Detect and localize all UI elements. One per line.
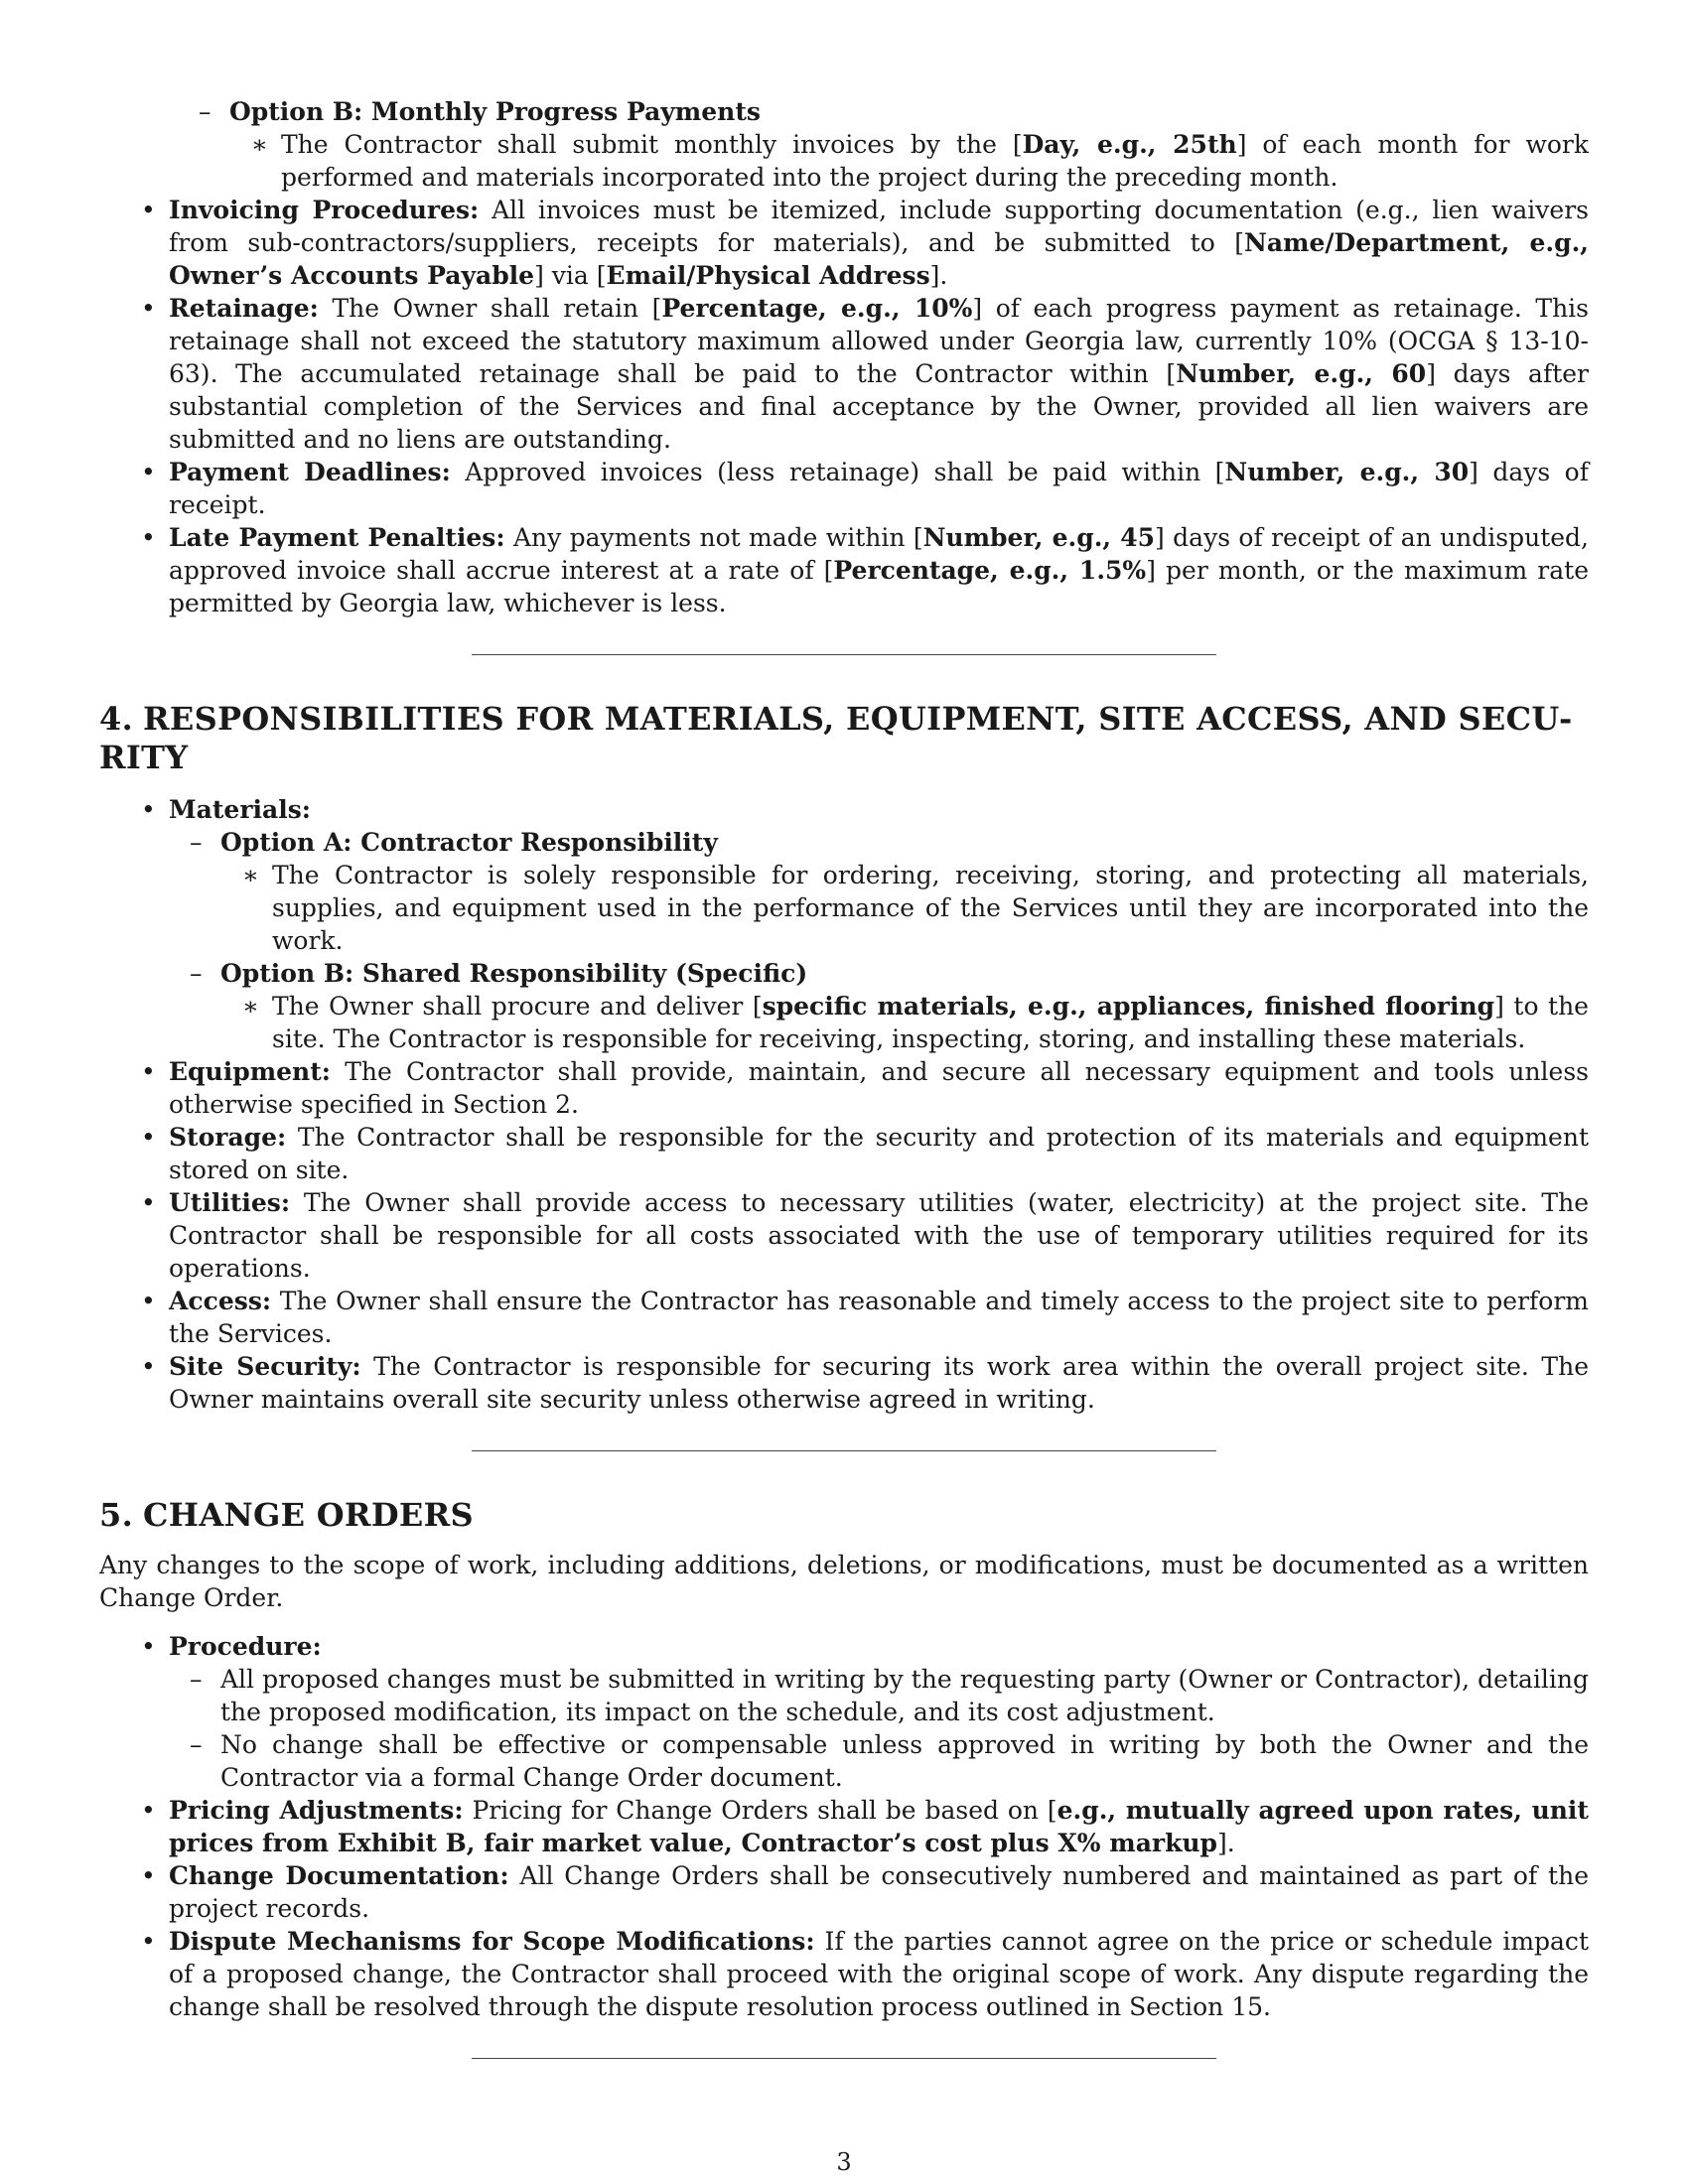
text-run: The Owner shall procure and deliver [ [272, 992, 763, 1021]
text-run: The Contractor shall provide, maintain, and secure all necessary equipment and tools unless otherwise specified in Section 2. [169, 1057, 1589, 1119]
item-label: Access: [169, 1287, 272, 1315]
text-run: ] to the site. The Contractor is responsible for receiving, inspecting, storing, and installing these materials. [272, 992, 1589, 1053]
list-item [99, 456, 1589, 521]
option-a-item [160, 826, 1589, 957]
list-item [99, 1186, 1589, 1285]
item-label: Equipment: [169, 1057, 332, 1086]
section-number: 4. [99, 700, 134, 738]
text-run: The Contractor shall be responsible for the security and protection of its materials and equipment stored on site. [169, 1123, 1589, 1184]
payment-options-list [169, 95, 1589, 194]
placeholder-field: Number, e.g., 60 [1176, 359, 1427, 388]
text-run: The Owner shall provide access to necessary utilities (water, electricity) at the project site. The Contractor shall be responsible for all costs associated with the use of temporary utilities required for its operations. [169, 1188, 1589, 1283]
text-run: ]. [929, 261, 948, 290]
placeholder-field: Number, e.g., 30 [1224, 458, 1470, 486]
option-b-monthly-item [169, 95, 1589, 194]
item-label: Dispute Mechanisms for Scope Modifications: [169, 1927, 815, 1956]
list-item-materials [99, 793, 1589, 1055]
item-label: Procedure: [169, 1632, 322, 1661]
option-b-sublist [220, 990, 1589, 1055]
placeholder-field: Name/Department, e.g., Owner’s Accounts Payable [169, 228, 1590, 290]
placeholder-field: specific materials, e.g., appliances, finished flooring [762, 992, 1495, 1021]
item-label: Materials: [169, 795, 311, 824]
section-5-heading [99, 1496, 1589, 1535]
item-label: Change Documentation: [169, 1861, 509, 1890]
item-label: Payment Deadlines: [169, 458, 451, 486]
item-label: Site Security: [169, 1352, 361, 1381]
text-run: ] days of receipt of an undisputed, approved invoice shall accrue interest at a rate of [ [169, 523, 1589, 585]
list-item [99, 1285, 1589, 1350]
section-divider [472, 2058, 1216, 2059]
text-run: ] of each month for work performed and materials incorporated into the project during the preceding month. [281, 130, 1589, 192]
item-label: Pricing Adjustments: [169, 1796, 464, 1825]
option-a-label: Option A: Contractor Responsibility [220, 828, 718, 857]
change-orders-list [99, 1630, 1589, 2023]
text-run: ]. [1217, 1829, 1235, 1857]
option-b-text [229, 128, 1589, 194]
list-item [99, 1925, 1589, 2023]
list-item-pricing [99, 1794, 1589, 1859]
text-run: The Owner shall ensure the Contractor has reasonable and timely access to the project site to perform the Services. [169, 1287, 1589, 1348]
text-run: ] of each progress payment as retainage. This retainage shall not exceed the statutory maximum allowed under Georgia law, currently 10% (OCGA § 13-10-63). The accumulated retainage shall be paid to the Contractor within [ [169, 294, 1589, 388]
item-label: Late Payment Penalties: [169, 523, 505, 552]
item-label: Utilities: [169, 1188, 291, 1217]
list-item [99, 1350, 1589, 1416]
text-run: Pricing for Change Orders shall be based on [ [463, 1796, 1057, 1825]
payment-terms-list [99, 194, 1589, 619]
section-5-intro: Any changes to the scope of work, including additions, deletions, or modifications, must be documented as a written Change Order. [99, 1551, 1589, 1612]
option-b-label: Option B: Shared Responsibility (Specific) [220, 959, 808, 988]
placeholder-field: Email/Physical Address [606, 261, 930, 290]
text-run: ] per month, or the maximum rate permitted by Georgia law, whichever is less. [169, 556, 1590, 617]
materials-options [160, 826, 1589, 1055]
placeholder-field: Percentage, e.g., 1.5% [833, 556, 1147, 585]
list-item [99, 521, 1589, 619]
list-item [99, 1055, 1589, 1121]
item-label: Storage: [169, 1123, 287, 1152]
text-run: The Owner shall retain [ [318, 294, 662, 323]
document-page [99, 95, 1589, 2059]
procedure-sublist [160, 1663, 1589, 1794]
procedure-item: – All proposed changes must be submitted in writing by the requesting party (Owner or Contractor), detailing the proposed modification, its impact on the schedule, and its cost adjustment. [160, 1663, 1589, 1728]
option-b-text [220, 990, 1589, 1055]
responsibilities-list [99, 793, 1589, 1416]
text-run: The Contractor is responsible for securing its work area within the overall project site. The Owner maintains overall site security unless otherwise agreed in writing. [169, 1352, 1589, 1414]
option-a-text: ∗ The Contractor is solely responsible for ordering, receiving, storing, and protecting all materials, supplies, and equipment used in the performance of the Services until they are incorporated into the work. [220, 859, 1589, 957]
text-run: ] days of receipt. [169, 458, 1589, 519]
option-b-item [160, 957, 1589, 1055]
list-item [99, 1121, 1589, 1186]
option-b-sublist [229, 128, 1589, 194]
placeholder-field: Day, e.g., 25th [1022, 130, 1237, 159]
text-run: Approved invoices (less retainage) shall be paid within [ [450, 458, 1225, 486]
section-4-heading [99, 700, 1589, 777]
placeholder-field: Number, e.g., 45 [922, 523, 1156, 552]
procedure-item: – No change shall be effective or compensable unless approved in writing by both the Owner and the Contractor via a formal Change Order document. [160, 1728, 1589, 1794]
item-label: Invoicing Procedures: [169, 196, 480, 224]
list-item-procedure [99, 1630, 1589, 1794]
page-number: 3 [836, 2148, 852, 2176]
text-run: If the parties cannot agree on the price or schedule impact of a proposed change, the Contractor shall proceed with the original scope of work. Any dispute regarding the change shall be resolved through the dispute resolution process outlined in Section 15. [169, 1927, 1589, 2021]
text-run: All Change Orders shall be consecutively numbered and maintained as part of the project records. [169, 1861, 1590, 1923]
text-run: ] via [ [534, 261, 607, 290]
text-run: ] days after substantial completion of the Services and final acceptance by the Owner, provided all lien waivers are submitted and no liens are outstanding. [169, 359, 1589, 454]
section-title: RESPONSIBILITIES FOR MATERIALS, EQUIPMENT, SITE ACCESS, AND SECU-RITY [99, 700, 1573, 776]
list-item [99, 194, 1589, 292]
text-run: All invoices must be itemized, include supporting documentation (e.g., lien waivers from sub-contractors/suppliers, receipts for materials), and be submitted to [ [169, 196, 1589, 257]
text-run: The Contractor shall submit monthly invoices by the [ [281, 130, 1023, 159]
option-a-sublist [220, 859, 1589, 957]
placeholder-field: Percentage, e.g., 10% [661, 294, 973, 323]
placeholder-field: e.g., mutually agreed upon rates, unit prices from Exhibit B, fair market value, Contractor’s cost plus X% markup [169, 1796, 1589, 1857]
item-label: Retainage: [169, 294, 319, 323]
section-number: 5. [99, 1496, 134, 1534]
list-item [99, 1859, 1589, 1925]
option-b-label: Option B: Monthly Progress Payments [229, 97, 761, 126]
text-run: Any payments not made within [ [504, 523, 923, 552]
section-title: CHANGE ORDERS [143, 1496, 474, 1534]
list-item [99, 292, 1589, 456]
